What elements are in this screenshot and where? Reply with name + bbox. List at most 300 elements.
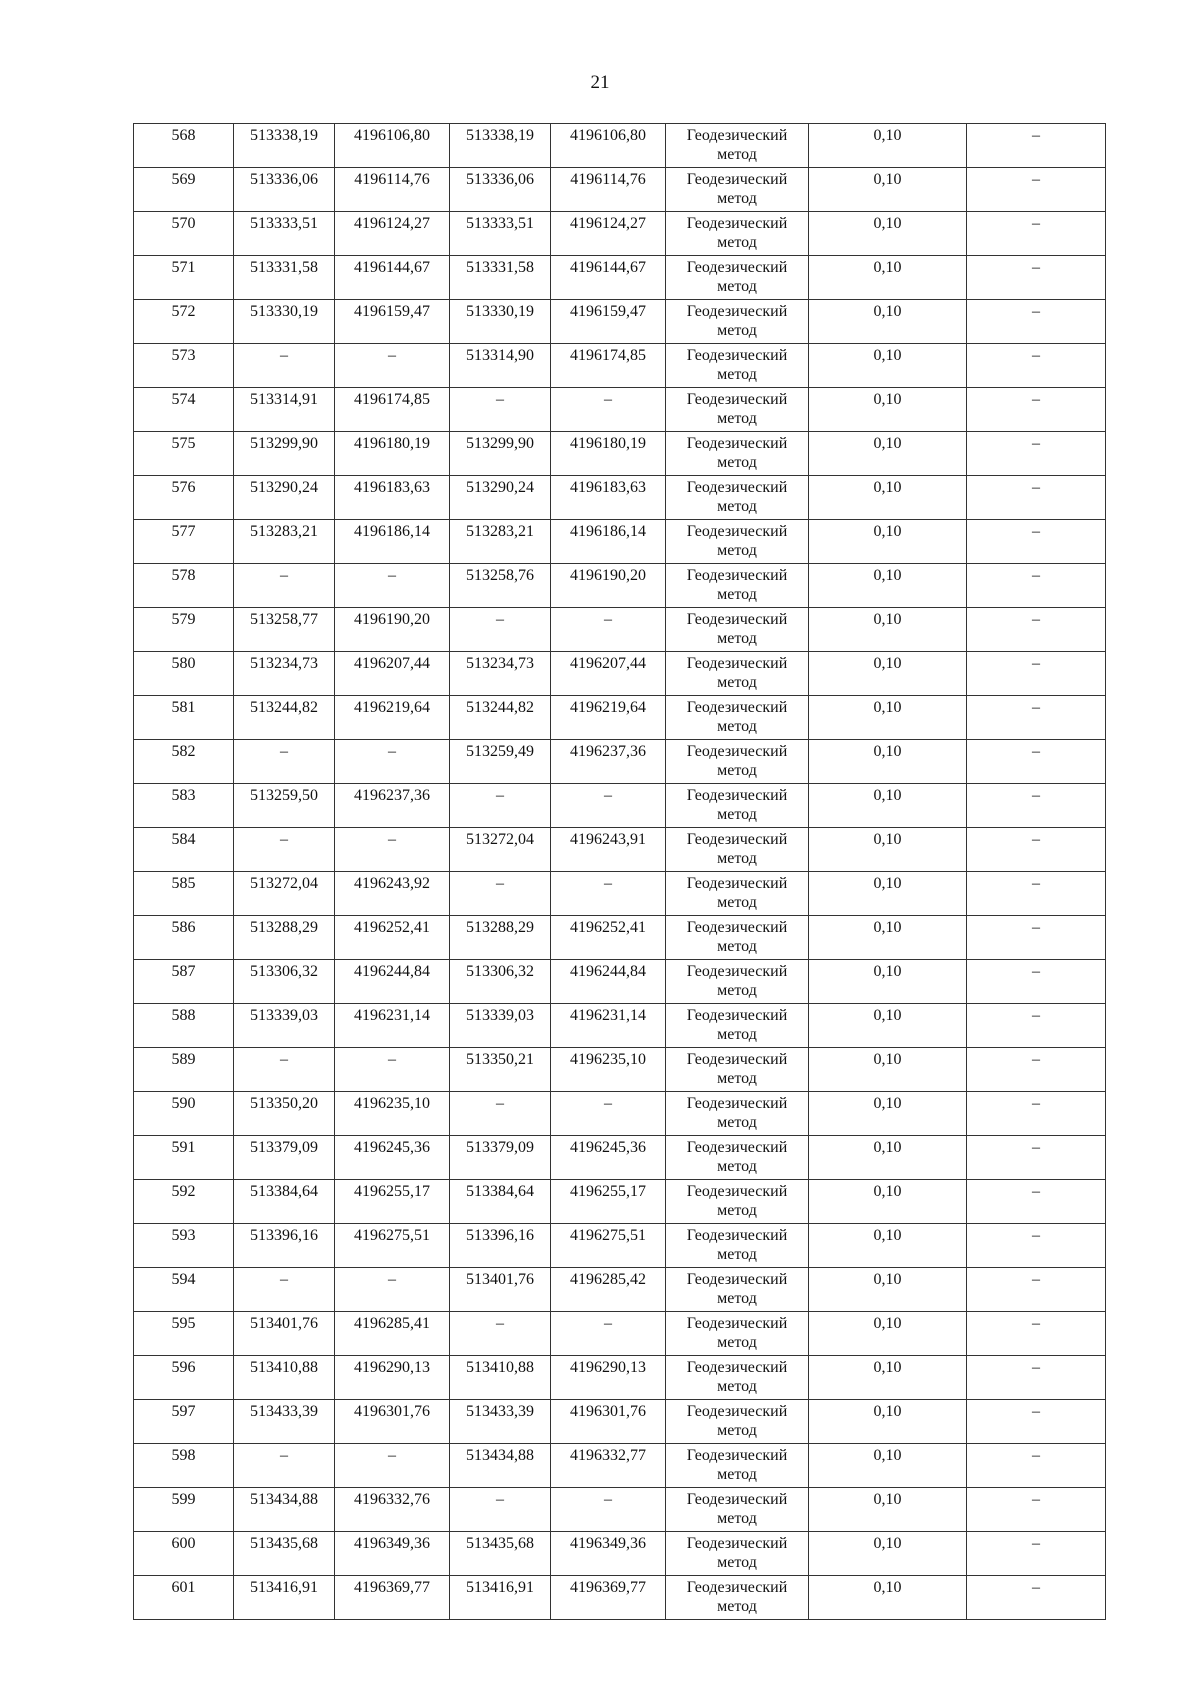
x-new-cell: 513330,19 (450, 300, 551, 344)
table-row (134, 1224, 1106, 1268)
y-new-cell: 4196180,19 (551, 432, 666, 476)
note-cell: – (967, 1356, 1106, 1400)
y-new-cell: 4196332,77 (551, 1444, 666, 1488)
x-new-cell: 513258,76 (450, 564, 551, 608)
y-new-cell: 4196245,36 (551, 1136, 666, 1180)
y-old-cell: 4196114,76 (335, 168, 450, 212)
table-row (134, 1268, 1106, 1312)
x-old-cell: 513259,50 (234, 784, 335, 828)
point-number-cell: 588 (134, 1004, 234, 1048)
point-number-cell: 570 (134, 212, 234, 256)
y-new-cell: – (551, 608, 666, 652)
table-row (134, 388, 1106, 432)
accuracy-cell: 0,10 (809, 1312, 967, 1356)
table-row (134, 784, 1106, 828)
y-new-cell: 4196207,44 (551, 652, 666, 696)
x-new-cell: – (450, 784, 551, 828)
x-new-cell: 513290,24 (450, 476, 551, 520)
x-old-cell: 513379,09 (234, 1136, 335, 1180)
method-cell: Геодезический метод (666, 1532, 809, 1576)
table-row (134, 916, 1106, 960)
x-old-cell: 513244,82 (234, 696, 335, 740)
x-old-cell: 513306,32 (234, 960, 335, 1004)
x-new-cell: – (450, 872, 551, 916)
accuracy-cell: 0,10 (809, 1092, 967, 1136)
y-new-cell: 4196106,80 (551, 124, 666, 168)
method-cell: Геодезический метод (666, 124, 809, 168)
note-cell: – (967, 1400, 1106, 1444)
x-new-cell: 513299,90 (450, 432, 551, 476)
method-cell: Геодезический метод (666, 300, 809, 344)
note-cell: – (967, 1576, 1106, 1620)
point-number-cell: 592 (134, 1180, 234, 1224)
table-row (134, 432, 1106, 476)
y-new-cell: – (551, 1312, 666, 1356)
note-cell: – (967, 564, 1106, 608)
point-number-cell: 581 (134, 696, 234, 740)
y-old-cell: 4196255,17 (335, 1180, 450, 1224)
x-new-cell: 513339,03 (450, 1004, 551, 1048)
x-new-cell: 513272,04 (450, 828, 551, 872)
x-new-cell: 513336,06 (450, 168, 551, 212)
method-cell: Геодезический метод (666, 608, 809, 652)
note-cell: – (967, 916, 1106, 960)
note-cell: – (967, 960, 1106, 1004)
y-old-cell: 4196124,27 (335, 212, 450, 256)
point-number-cell: 569 (134, 168, 234, 212)
accuracy-cell: 0,10 (809, 564, 967, 608)
method-cell: Геодезический метод (666, 344, 809, 388)
x-old-cell: 513401,76 (234, 1312, 335, 1356)
point-number-cell: 586 (134, 916, 234, 960)
y-old-cell: 4196207,44 (335, 652, 450, 696)
y-new-cell: – (551, 388, 666, 432)
x-new-cell: 513396,16 (450, 1224, 551, 1268)
x-old-cell: 513434,88 (234, 1488, 335, 1532)
x-old-cell: 513288,29 (234, 916, 335, 960)
note-cell: – (967, 1268, 1106, 1312)
point-number-cell: 572 (134, 300, 234, 344)
accuracy-cell: 0,10 (809, 1268, 967, 1312)
x-old-cell: – (234, 1268, 335, 1312)
y-new-cell: 4196255,17 (551, 1180, 666, 1224)
note-cell: – (967, 520, 1106, 564)
table-row (134, 1048, 1106, 1092)
y-old-cell: 4196245,36 (335, 1136, 450, 1180)
x-new-cell: – (450, 1092, 551, 1136)
y-new-cell: 4196237,36 (551, 740, 666, 784)
table-row (134, 608, 1106, 652)
x-new-cell: 513333,51 (450, 212, 551, 256)
method-cell: Геодезический метод (666, 520, 809, 564)
y-old-cell: – (335, 564, 450, 608)
note-cell: – (967, 300, 1106, 344)
y-old-cell: – (335, 344, 450, 388)
note-cell: – (967, 652, 1106, 696)
x-old-cell: 513290,24 (234, 476, 335, 520)
accuracy-cell: 0,10 (809, 608, 967, 652)
method-cell: Геодезический метод (666, 696, 809, 740)
accuracy-cell: 0,10 (809, 1004, 967, 1048)
accuracy-cell: 0,10 (809, 1356, 967, 1400)
point-number-cell: 574 (134, 388, 234, 432)
x-old-cell: 513433,39 (234, 1400, 335, 1444)
y-old-cell: 4196275,51 (335, 1224, 450, 1268)
page-number: 21 (590, 72, 610, 93)
accuracy-cell: 0,10 (809, 168, 967, 212)
x-old-cell: 513410,88 (234, 1356, 335, 1400)
method-cell: Геодезический метод (666, 1356, 809, 1400)
y-new-cell: 4196174,85 (551, 344, 666, 388)
x-old-cell: 513416,91 (234, 1576, 335, 1620)
table-row (134, 256, 1106, 300)
table-row (134, 696, 1106, 740)
x-new-cell: 513435,68 (450, 1532, 551, 1576)
y-old-cell: 4196180,19 (335, 432, 450, 476)
accuracy-cell: 0,10 (809, 1136, 967, 1180)
note-cell: – (967, 1488, 1106, 1532)
point-number-cell: 597 (134, 1400, 234, 1444)
y-new-cell: 4196252,41 (551, 916, 666, 960)
point-number-cell: 571 (134, 256, 234, 300)
y-new-cell: 4196183,63 (551, 476, 666, 520)
table-row (134, 1312, 1106, 1356)
x-old-cell: 513331,58 (234, 256, 335, 300)
method-cell: Геодезический метод (666, 168, 809, 212)
table-row (134, 960, 1106, 1004)
method-cell: Геодезический метод (666, 1576, 809, 1620)
accuracy-cell: 0,10 (809, 432, 967, 476)
point-number-cell: 599 (134, 1488, 234, 1532)
y-old-cell: 4196244,84 (335, 960, 450, 1004)
table-row (134, 300, 1106, 344)
y-new-cell: 4196186,14 (551, 520, 666, 564)
accuracy-cell: 0,10 (809, 1048, 967, 1092)
x-old-cell: 513234,73 (234, 652, 335, 696)
note-cell: – (967, 1048, 1106, 1092)
x-old-cell: – (234, 1444, 335, 1488)
x-new-cell: 513433,39 (450, 1400, 551, 1444)
note-cell: – (967, 740, 1106, 784)
method-cell: Геодезический метод (666, 652, 809, 696)
y-old-cell: – (335, 1268, 450, 1312)
point-number-cell: 582 (134, 740, 234, 784)
point-number-cell: 584 (134, 828, 234, 872)
y-new-cell: 4196369,77 (551, 1576, 666, 1620)
table-row (134, 168, 1106, 212)
method-cell: Геодезический метод (666, 1400, 809, 1444)
note-cell: – (967, 388, 1106, 432)
note-cell: – (967, 256, 1106, 300)
note-cell: – (967, 212, 1106, 256)
method-cell: Геодезический метод (666, 476, 809, 520)
x-new-cell: 513314,90 (450, 344, 551, 388)
x-old-cell: 513272,04 (234, 872, 335, 916)
method-cell: Геодезический метод (666, 564, 809, 608)
y-new-cell: – (551, 784, 666, 828)
y-old-cell: 4196290,13 (335, 1356, 450, 1400)
x-new-cell: – (450, 1312, 551, 1356)
accuracy-cell: 0,10 (809, 520, 967, 564)
accuracy-cell: 0,10 (809, 1576, 967, 1620)
x-new-cell: 513434,88 (450, 1444, 551, 1488)
note-cell: – (967, 1180, 1106, 1224)
y-old-cell: 4196159,47 (335, 300, 450, 344)
x-old-cell: 513350,20 (234, 1092, 335, 1136)
y-old-cell: 4196144,67 (335, 256, 450, 300)
method-cell: Геодезический метод (666, 432, 809, 476)
point-number-cell: 585 (134, 872, 234, 916)
accuracy-cell: 0,10 (809, 784, 967, 828)
accuracy-cell: 0,10 (809, 388, 967, 432)
accuracy-cell: 0,10 (809, 124, 967, 168)
method-cell: Геодезический метод (666, 960, 809, 1004)
y-old-cell: 4196186,14 (335, 520, 450, 564)
x-new-cell: 513283,21 (450, 520, 551, 564)
note-cell: – (967, 432, 1106, 476)
x-old-cell: 513299,90 (234, 432, 335, 476)
x-new-cell: 513244,82 (450, 696, 551, 740)
note-cell: – (967, 784, 1106, 828)
point-number-cell: 593 (134, 1224, 234, 1268)
method-cell: Геодезический метод (666, 784, 809, 828)
y-old-cell: 4196252,41 (335, 916, 450, 960)
y-old-cell: 4196332,76 (335, 1488, 450, 1532)
x-old-cell: – (234, 564, 335, 608)
table-row (134, 1488, 1106, 1532)
point-number-cell: 575 (134, 432, 234, 476)
y-old-cell: 4196174,85 (335, 388, 450, 432)
note-cell: – (967, 1224, 1106, 1268)
y-new-cell: 4196159,47 (551, 300, 666, 344)
x-old-cell: 513384,64 (234, 1180, 335, 1224)
point-number-cell: 587 (134, 960, 234, 1004)
point-number-cell: 578 (134, 564, 234, 608)
x-new-cell: 513331,58 (450, 256, 551, 300)
x-new-cell: 513384,64 (450, 1180, 551, 1224)
x-old-cell: 513314,91 (234, 388, 335, 432)
y-old-cell: 4196285,41 (335, 1312, 450, 1356)
point-number-cell: 598 (134, 1444, 234, 1488)
table-row (134, 872, 1106, 916)
y-new-cell: 4196243,91 (551, 828, 666, 872)
y-new-cell: 4196235,10 (551, 1048, 666, 1092)
y-new-cell: 4196231,14 (551, 1004, 666, 1048)
accuracy-cell: 0,10 (809, 740, 967, 784)
point-number-cell: 591 (134, 1136, 234, 1180)
table-row (134, 124, 1106, 168)
note-cell: – (967, 1136, 1106, 1180)
x-new-cell: 513338,19 (450, 124, 551, 168)
y-old-cell: – (335, 828, 450, 872)
x-new-cell: 513416,91 (450, 1576, 551, 1620)
note-cell: – (967, 872, 1106, 916)
x-new-cell: – (450, 1488, 551, 1532)
accuracy-cell: 0,10 (809, 696, 967, 740)
point-number-cell: 579 (134, 608, 234, 652)
y-new-cell: – (551, 872, 666, 916)
accuracy-cell: 0,10 (809, 256, 967, 300)
method-cell: Геодезический метод (666, 1180, 809, 1224)
x-old-cell: – (234, 828, 335, 872)
method-cell: Геодезический метод (666, 212, 809, 256)
point-number-cell: 589 (134, 1048, 234, 1092)
table-row (134, 828, 1106, 872)
table-row (134, 212, 1106, 256)
method-cell: Геодезический метод (666, 1312, 809, 1356)
x-old-cell: – (234, 344, 335, 388)
x-old-cell: 513336,06 (234, 168, 335, 212)
y-old-cell: 4196349,36 (335, 1532, 450, 1576)
point-number-cell: 577 (134, 520, 234, 564)
accuracy-cell: 0,10 (809, 828, 967, 872)
y-old-cell: – (335, 1444, 450, 1488)
y-new-cell: 4196290,13 (551, 1356, 666, 1400)
y-new-cell: 4196349,36 (551, 1532, 666, 1576)
x-old-cell: 513330,19 (234, 300, 335, 344)
y-new-cell: 4196285,42 (551, 1268, 666, 1312)
y-old-cell: 4196237,36 (335, 784, 450, 828)
method-cell: Геодезический метод (666, 916, 809, 960)
y-new-cell: 4196301,76 (551, 1400, 666, 1444)
method-cell: Геодезический метод (666, 256, 809, 300)
method-cell: Геодезический метод (666, 1268, 809, 1312)
method-cell: Геодезический метод (666, 1444, 809, 1488)
y-old-cell: 4196219,64 (335, 696, 450, 740)
y-new-cell: 4196219,64 (551, 696, 666, 740)
x-old-cell: 513258,77 (234, 608, 335, 652)
note-cell: – (967, 1532, 1106, 1576)
note-cell: – (967, 1444, 1106, 1488)
y-old-cell: 4196369,77 (335, 1576, 450, 1620)
table-row (134, 1400, 1106, 1444)
note-cell: – (967, 1312, 1106, 1356)
table-row (134, 1576, 1106, 1620)
note-cell: – (967, 828, 1106, 872)
x-old-cell: 513339,03 (234, 1004, 335, 1048)
x-old-cell: 513338,19 (234, 124, 335, 168)
x-new-cell: 513306,32 (450, 960, 551, 1004)
table-row (134, 1444, 1106, 1488)
accuracy-cell: 0,10 (809, 1488, 967, 1532)
table-row (134, 1356, 1106, 1400)
point-number-cell: 580 (134, 652, 234, 696)
accuracy-cell: 0,10 (809, 872, 967, 916)
table-row (134, 1136, 1106, 1180)
method-cell: Геодезический метод (666, 828, 809, 872)
x-new-cell: 513350,21 (450, 1048, 551, 1092)
note-cell: – (967, 124, 1106, 168)
y-new-cell: 4196144,67 (551, 256, 666, 300)
table-row (134, 1092, 1106, 1136)
x-old-cell: 513396,16 (234, 1224, 335, 1268)
table-row (134, 652, 1106, 696)
point-number-cell: 590 (134, 1092, 234, 1136)
method-cell: Геодезический метод (666, 1092, 809, 1136)
y-new-cell: – (551, 1488, 666, 1532)
y-new-cell: 4196190,20 (551, 564, 666, 608)
x-new-cell: 513379,09 (450, 1136, 551, 1180)
y-old-cell: 4196243,92 (335, 872, 450, 916)
point-number-cell: 568 (134, 124, 234, 168)
y-old-cell: 4196301,76 (335, 1400, 450, 1444)
x-old-cell: 513283,21 (234, 520, 335, 564)
table-body (134, 124, 1106, 1620)
note-cell: – (967, 1004, 1106, 1048)
note-cell: – (967, 608, 1106, 652)
method-cell: Геодезический метод (666, 1004, 809, 1048)
table-row (134, 476, 1106, 520)
y-new-cell: – (551, 1092, 666, 1136)
point-number-cell: 576 (134, 476, 234, 520)
y-old-cell: – (335, 740, 450, 784)
accuracy-cell: 0,10 (809, 916, 967, 960)
accuracy-cell: 0,10 (809, 1400, 967, 1444)
x-new-cell: 513401,76 (450, 1268, 551, 1312)
table-row (134, 564, 1106, 608)
point-number-cell: 594 (134, 1268, 234, 1312)
note-cell: – (967, 168, 1106, 212)
x-new-cell: 513288,29 (450, 916, 551, 960)
method-cell: Геодезический метод (666, 872, 809, 916)
method-cell: Геодезический метод (666, 1224, 809, 1268)
table-row (134, 1004, 1106, 1048)
y-new-cell: 4196114,76 (551, 168, 666, 212)
accuracy-cell: 0,10 (809, 1224, 967, 1268)
point-number-cell: 583 (134, 784, 234, 828)
x-old-cell: 513333,51 (234, 212, 335, 256)
method-cell: Геодезический метод (666, 1488, 809, 1532)
y-new-cell: 4196124,27 (551, 212, 666, 256)
accuracy-cell: 0,10 (809, 212, 967, 256)
method-cell: Геодезический метод (666, 740, 809, 784)
coordinates-table (133, 123, 1106, 1620)
x-old-cell: – (234, 1048, 335, 1092)
accuracy-cell: 0,10 (809, 1444, 967, 1488)
table-row (134, 740, 1106, 784)
note-cell: – (967, 696, 1106, 740)
accuracy-cell: 0,10 (809, 300, 967, 344)
method-cell: Геодезический метод (666, 1048, 809, 1092)
point-number-cell: 573 (134, 344, 234, 388)
point-number-cell: 595 (134, 1312, 234, 1356)
y-old-cell: 4196183,63 (335, 476, 450, 520)
x-new-cell: 513234,73 (450, 652, 551, 696)
x-new-cell: – (450, 608, 551, 652)
accuracy-cell: 0,10 (809, 344, 967, 388)
y-new-cell: 4196275,51 (551, 1224, 666, 1268)
point-number-cell: 600 (134, 1532, 234, 1576)
x-new-cell: 513410,88 (450, 1356, 551, 1400)
y-old-cell: – (335, 1048, 450, 1092)
table-row (134, 1180, 1106, 1224)
point-number-cell: 601 (134, 1576, 234, 1620)
x-new-cell: – (450, 388, 551, 432)
accuracy-cell: 0,10 (809, 1532, 967, 1576)
note-cell: – (967, 344, 1106, 388)
accuracy-cell: 0,10 (809, 1180, 967, 1224)
accuracy-cell: 0,10 (809, 960, 967, 1004)
point-number-cell: 596 (134, 1356, 234, 1400)
y-old-cell: 4196235,10 (335, 1092, 450, 1136)
accuracy-cell: 0,10 (809, 476, 967, 520)
accuracy-cell: 0,10 (809, 652, 967, 696)
y-new-cell: 4196244,84 (551, 960, 666, 1004)
x-new-cell: 513259,49 (450, 740, 551, 784)
method-cell: Геодезический метод (666, 1136, 809, 1180)
method-cell: Геодезический метод (666, 388, 809, 432)
y-old-cell: 4196106,80 (335, 124, 450, 168)
